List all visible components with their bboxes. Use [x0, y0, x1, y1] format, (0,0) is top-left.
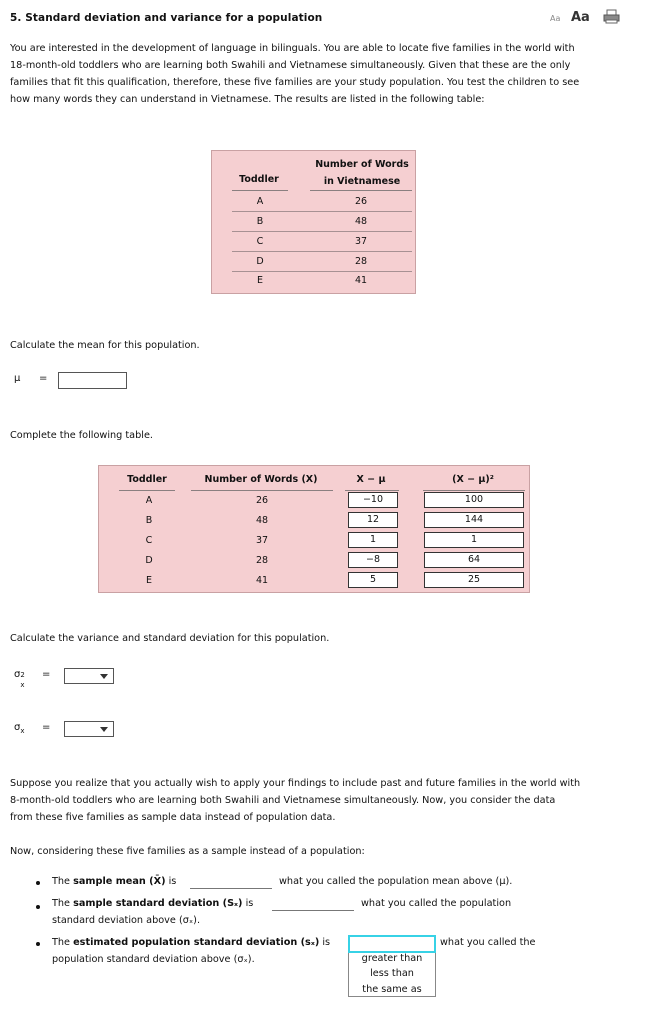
deviation-input[interactable]: 5	[348, 572, 398, 588]
words-cell: 37	[354, 236, 368, 247]
squared-deviation-input[interactable]: 144	[424, 512, 524, 528]
words-cell: 41	[255, 575, 269, 586]
sigma-glyph: σ	[14, 722, 21, 733]
toddler-cell: A	[145, 495, 153, 506]
bullet-term: sample standard deviation (Sₓ)	[73, 898, 243, 909]
intro-line: You are interested in the development of language in bilinguals. You are able to locate five families in the world with	[10, 43, 575, 54]
table1-header-rule	[232, 190, 288, 191]
bullet-after: what you called the	[440, 937, 536, 948]
table-row	[232, 271, 412, 291]
sample-line: from these five families as sample data instead of population data.	[10, 812, 336, 823]
bullet-post: is	[319, 937, 331, 948]
table1-header-words	[310, 156, 414, 190]
words-cell: 26	[354, 196, 368, 207]
bullet-icon	[36, 942, 40, 946]
subscript-x: x	[20, 681, 25, 689]
toddler-cell: C	[256, 236, 264, 247]
bullet-pre: The	[52, 876, 74, 887]
bullet-term: sample mean (X̄)	[73, 876, 166, 887]
table-row	[232, 212, 412, 232]
table-row	[232, 252, 412, 272]
words-cell: 28	[354, 256, 368, 267]
intro-line: how many words they can understand in Vietnamese. The results are listed in the following table:	[10, 94, 485, 105]
toddler-cell: D	[256, 256, 264, 267]
deviation-input[interactable]: 1	[348, 532, 398, 548]
words-cell: 41	[354, 275, 368, 286]
bullet-text	[52, 876, 176, 887]
subscript-x: x	[20, 727, 25, 735]
bullet-icon	[36, 905, 40, 909]
equals-sign: =	[42, 669, 51, 680]
bullet-after: what you called the population	[361, 898, 512, 909]
words-cell: 26	[255, 495, 269, 506]
table1-header-rule	[310, 190, 412, 191]
bullet-icon	[36, 881, 40, 885]
toddler-cell: D	[145, 555, 153, 566]
equals-sign: =	[39, 373, 48, 384]
estimated-sd-select[interactable]	[348, 935, 436, 953]
increase-font-button[interactable]: Aa	[571, 10, 590, 25]
bullet-text	[52, 937, 330, 948]
sample-paragraph	[10, 775, 626, 826]
variance-symbol	[14, 669, 26, 689]
toddler-cell: C	[145, 535, 153, 546]
mean-prompt: Calculate the mean for this population.	[10, 340, 200, 351]
sample-sd-select[interactable]	[272, 901, 354, 911]
table-row	[103, 570, 527, 590]
table2-header-toddler: Toddler	[127, 474, 167, 485]
bullet-term: estimated population standard deviation (sₓ)	[73, 937, 320, 948]
table2-header-squared: (X − μ)²	[452, 474, 494, 485]
chevron-down-icon	[100, 674, 108, 679]
table-row	[103, 490, 527, 510]
dropdown-option-same[interactable]: the same as	[362, 984, 422, 995]
dropdown-option-greater[interactable]: greater than	[361, 953, 423, 964]
sample-line: Suppose you realize that you actually wish to apply your findings to include past and future families in the world with	[10, 778, 581, 789]
dropdown-option-less[interactable]: less than	[370, 968, 414, 979]
table2-header-deviation: X − μ	[356, 474, 386, 485]
chevron-down-icon	[100, 727, 108, 732]
sd-select[interactable]	[64, 721, 114, 737]
sample-prompt: Now, considering these five families as a sample instead of a population:	[10, 846, 365, 857]
toddler-cell: E	[145, 575, 152, 586]
sample-line: 8-month-old toddlers who are learning both Swahili and Vietnamese simultaneously. Now, you consider the data	[10, 795, 556, 806]
question-title: 5. Standard deviation and variance for a population	[10, 12, 323, 24]
table2-header-words: Number of Words (X)	[204, 474, 318, 485]
deviation-input[interactable]: −8	[348, 552, 398, 568]
bullet-line2: population standard deviation above (σₓ).	[52, 954, 255, 965]
toddler-cell: E	[256, 275, 263, 286]
deviation-table	[98, 465, 530, 593]
squared-deviation-input[interactable]: 25	[424, 572, 524, 588]
table2-prompt: Complete the following table.	[10, 430, 153, 441]
intro-paragraph	[10, 40, 626, 108]
table-row	[232, 232, 412, 252]
words-cell: 48	[354, 216, 368, 227]
bullet-line2: standard deviation above (σₓ).	[52, 915, 201, 926]
bullet-pre: The	[52, 898, 74, 909]
sigma-glyph: σ	[14, 669, 21, 680]
table1-header-toddler: Toddler	[239, 174, 279, 185]
mu-symbol: μ	[14, 373, 21, 384]
variance-select[interactable]	[64, 668, 114, 684]
toddler-cell: B	[256, 216, 264, 227]
words-cell: 37	[255, 535, 269, 546]
squared-deviation-input[interactable]: 100	[424, 492, 524, 508]
toddler-cell: B	[145, 515, 153, 526]
table-row	[232, 192, 412, 212]
table1-header-words-line2: in Vietnamese	[323, 176, 401, 187]
squared-deviation-input[interactable]: 1	[424, 532, 524, 548]
bullet-post: is	[242, 898, 254, 909]
toddler-cell: A	[256, 196, 264, 207]
deviation-input[interactable]: 12	[348, 512, 398, 528]
estimated-sd-dropdown[interactable]	[348, 935, 436, 997]
words-cell: 48	[255, 515, 269, 526]
squared-deviation-input[interactable]: 64	[424, 552, 524, 568]
intro-line: families that fit this qualification, therefore, these five families are your study population. You test the children to see	[10, 77, 580, 88]
print-icon[interactable]	[603, 9, 620, 24]
table-row	[103, 530, 527, 550]
deviation-input[interactable]: −10	[348, 492, 398, 508]
words-table	[211, 150, 416, 294]
table-row	[103, 550, 527, 570]
table-row	[103, 510, 527, 530]
bullet-post: is	[165, 876, 177, 887]
words-cell: 28	[255, 555, 269, 566]
superscript-2: 2	[20, 671, 25, 679]
sd-symbol	[14, 722, 25, 735]
bullet-pre: The	[52, 937, 74, 948]
equals-sign: =	[42, 722, 51, 733]
variance-prompt: Calculate the variance and standard deviation for this population.	[10, 633, 330, 644]
mean-input[interactable]	[58, 372, 127, 389]
bullet-text	[52, 898, 253, 909]
decrease-font-button[interactable]: Aa	[550, 14, 561, 23]
sample-mean-select[interactable]	[190, 879, 272, 889]
table1-header-words-line1: Number of Words	[315, 159, 409, 170]
bullet-after: what you called the population mean above (μ).	[279, 876, 513, 887]
intro-line: 18-month-old toddlers who are learning both Swahili and Vietnamese simultaneously. Given that these are the only	[10, 60, 571, 71]
